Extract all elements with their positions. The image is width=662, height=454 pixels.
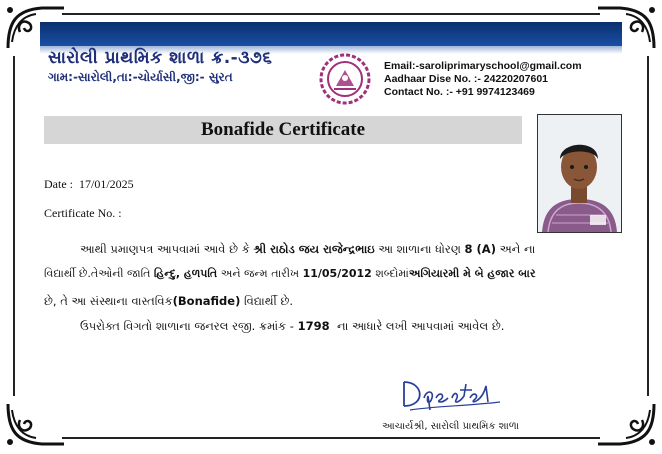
body-text: વિદ્યાર્થી છે.તેઓની જાતિ [44,267,151,280]
header-band [40,22,622,46]
body-line-3 [44,294,293,309]
date-row [44,177,134,192]
left-border-line [13,56,15,396]
body-text: છે, તે આ સંસ્થાના વાસ્તવિક [44,294,173,308]
body-text: આથી પ્રમાણપત્ર આપવામાં આવે છે કે [80,242,250,256]
signature-mark [396,376,506,412]
school-name: સારોલી પ્રાથમિક શાળા ક્ર.-૩૭૬ [48,48,273,68]
ornamental-corner-icon [596,400,660,450]
body-text: આ શાળાના ધોરણ [378,242,461,256]
body-text: અને ના [499,242,536,256]
ornamental-corner-icon [2,400,66,450]
body-text: શબ્દોમાં [375,267,409,280]
school-emblem-icon [314,52,376,106]
student-photo [537,114,622,233]
principal-label: આચાર્યશ્રી, સારોલી પ્રાથમિક શાળા [382,421,520,432]
contact-number: Contact No. :- +91 9974123469 [384,86,535,98]
body-text: ના આધારે લખી આપવામાં આવેલ છે. [336,319,505,333]
school-address: ગામ:-સારોલી,તા:-ચોર્યાસી,જી:- સુરત [48,70,233,84]
dise-number: Aadhaar Dise No. :- 24220207601 [384,73,549,85]
body-text: અને જન્મ તારીખ [220,267,300,280]
body-line-2 [44,267,536,281]
body-text: વિદ્યાર્થી છે. [243,294,294,308]
bottom-border-line [62,437,600,439]
standard-value: 8 (A) [464,242,496,256]
dob-in-words: અગિયારમી મે બે હજાર બાર [408,267,536,280]
body-text: ઉપરોક્ત વિગતો શાળાના જનરલ રજી. ક્રમાંક - [80,319,294,333]
date-label: Date : [44,177,73,191]
dob-value: 11/05/2012 [302,267,372,280]
top-border-line [62,13,600,15]
certificate-no-label: Certificate No. : [44,206,122,220]
date-value: 17/01/2025 [79,177,134,191]
right-border-line [647,56,649,396]
school-email: Email:-saroliprimaryschool@gmail.com [384,60,582,72]
bonafide-word: (Bonafide) [172,294,241,308]
student-name: શ્રી રાઠોડ જય રાજેન્દ્રભાઇ [253,242,375,256]
body-line-1 [80,242,535,257]
caste-value: હિન્દુ, હળપતિ [153,267,218,280]
register-number: 1798 [297,319,330,333]
certificate-title: Bonafide Certificate [200,119,366,140]
body-line-4 [80,319,504,334]
